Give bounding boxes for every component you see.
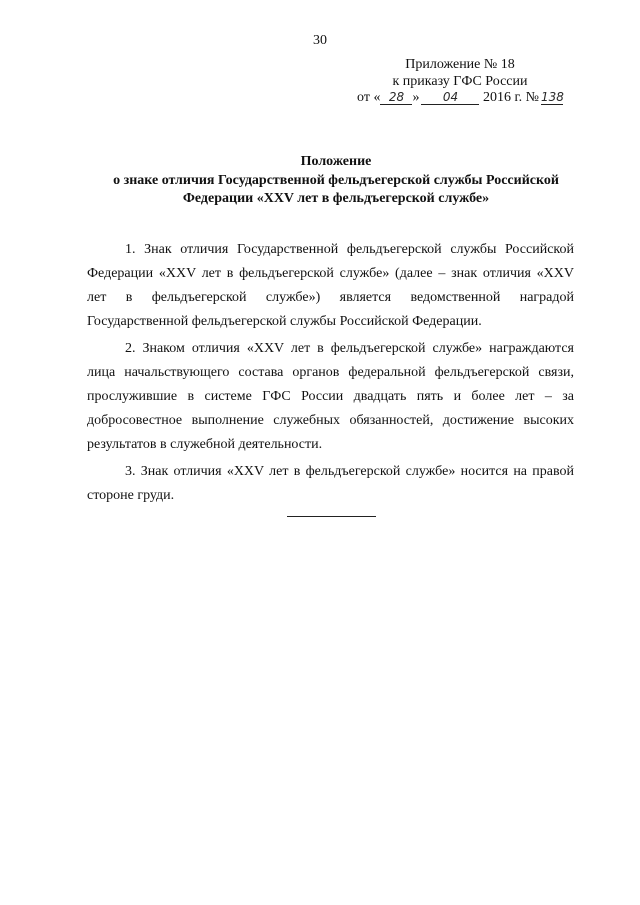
- date-prefix: от «: [357, 90, 381, 105]
- title-subject-line-1: о знаке отличия Государственной фельдъегерской службы Российской: [113, 172, 559, 188]
- paragraph-2: 2. Знаком отличия «XXV лет в фельдъегерской службе» награждаются лица начальствующего состава органов федеральной фельдъегерской связи, прослужившие в системе ГФС России двадцать пять и более лет – за добросовестное выполнение служебных обязанностей, достижение высоких результатов в служебной деятельности.: [87, 341, 574, 452]
- paragraph-3: 3. Знак отличия «XXV лет в фельдъегерской службе» носится на правой стороне груди.: [87, 464, 574, 503]
- order-date-line: [340, 90, 580, 107]
- date-month-handwritten: 04: [442, 90, 459, 104]
- end-divider-line: [287, 516, 376, 517]
- paragraph-1: 1. Знак отличия Государственной фельдъегерской службы Российской Федерации «XXV лет в фельдъегерской службе» (далее – знак отличия «XXV лет в фельдъегерской службе») является ведомственной наградой Государственной фельдъегерской службы Российской Федерации.: [87, 242, 574, 329]
- title-heading: Положение: [300, 154, 372, 169]
- order-number-handwritten: 138: [540, 90, 564, 104]
- order-number-field: [541, 91, 563, 105]
- date-month-field: [421, 91, 479, 105]
- page-number: 30: [313, 33, 327, 48]
- document-title: [98, 153, 574, 209]
- order-reference: к приказу ГФС России: [392, 73, 528, 89]
- date-day-handwritten: 28: [388, 90, 405, 104]
- date-quote-close: »: [412, 90, 420, 105]
- title-subject-line-2: Федерации «XXV лет в фельдъегерской службе»: [182, 191, 490, 206]
- date-year: 2016 г. №: [482, 90, 539, 105]
- document-body: [87, 238, 574, 511]
- appendix-label: Приложение № 18: [405, 57, 515, 72]
- approval-block: [340, 57, 580, 107]
- date-day-field: [380, 91, 412, 105]
